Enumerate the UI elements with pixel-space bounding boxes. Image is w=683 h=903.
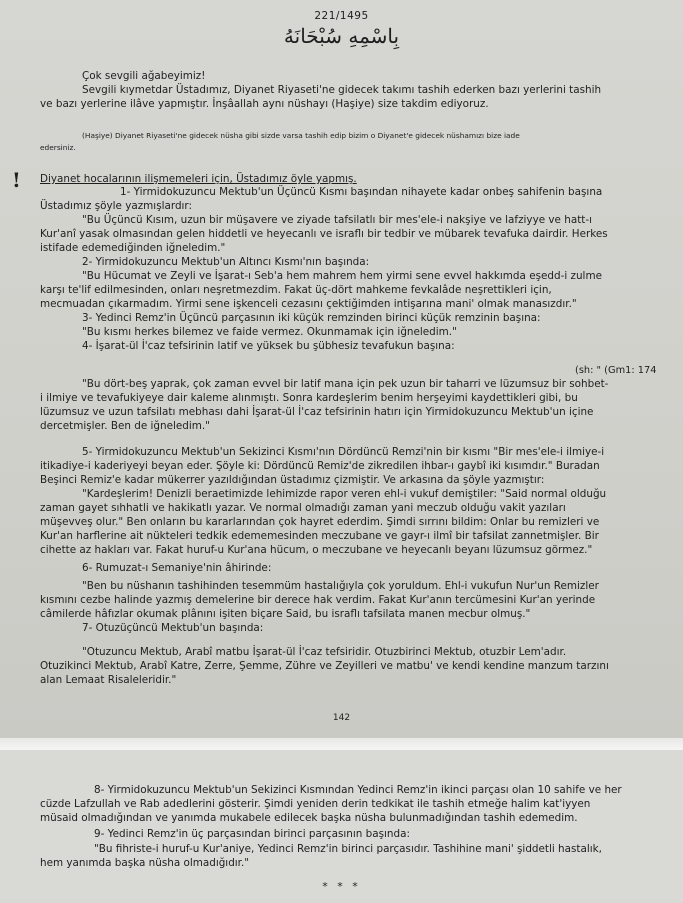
body-line: "Bu kısmı herkes bilemez ve faide vermez. Okunmamak için iğneledim." (82, 326, 457, 338)
continuation-line: 9- Yedinci Remz'in üç parçasından birinci parçasının başında: (94, 828, 410, 840)
basmala-calligraphy: بِاسْمِهِ سُبْحَانَهُ (283, 24, 400, 48)
body-line: "Kardeşlerim! Denizli beraetimizde lehimizde rapor veren ehl-i vukuf demiştiler: "Said normal olduğu (82, 488, 607, 500)
side-note-reference: (sh: " (Gm1: 174 (575, 365, 657, 376)
continuation-line: 8- Yirmidokuzuncu Mektub'un Sekizinci Kısmından Yedinci Remz'in ikinci parçası olan 10 sahife ve her (94, 784, 622, 796)
body-line: itikadiye-i kaderiyeyi beyan eder. Şöyle ki: Dördüncü Remiz'de zikredilen ihbar-ı gaybî iki kısımdır." Buradan (40, 460, 600, 472)
body-line: "Ben bu nüshanın tashihinden tesemmüm hastalığıyla çok yoruldum. Ehl-i vukufun Nur'un Remizler (82, 580, 599, 592)
body-line: lüzumsuz ve uzun tafsilatı mebhası dahi İşarat-ül İ'caz tefsirinin hatırı için Yirmidokuzuncu Mektub'un içine (40, 406, 594, 418)
intro-line-2: ve bazı yerlerine ilâve yapmıştır. İnşâallah aynı nüshayı (Haşiye) size takdim ediyoruz. (40, 98, 489, 110)
section-title: Diyanet hocalarının ilişmemeleri için, Üstadımız öyle yapmış. (40, 173, 357, 185)
body-line: Beşinci Remiz'e kadar mükerrer yazıldığından üstadımız çizmiştir. Ve arkasına da şöyle yazmıştır: (40, 474, 545, 486)
body-line: "Bu dört-beş yaprak, çok zaman evvel bir latif mana için pek uzun bir taharri ve lüzumsuz bir sohbet- (82, 378, 609, 390)
body-line: kısmını cezbe halinde yazmış demelerine bir derece hak verdim. Fakat Kur'anın tercümesini Kur'an yerinde (40, 594, 596, 606)
body-line: mecmuadan çıkarmadım. Yirmi sene işkenceli cezasını çektiğimden intişarına mani' olmak manasızdır." (40, 298, 577, 310)
body-line: dercetmişler. Ben de iğneledim." (40, 420, 210, 432)
continuation-line: cüzde Lafzullah ve Rab adedlerini gösterir. Şimdi yeniden derin tedkikat ile tashih etmeğe halim kat'iyyen (40, 798, 591, 810)
body-line: 5- Yirmidokuzuncu Mektub'un Sekizinci Kısmı'nın Dördüncü Remzi'nin bir kısmı "Bir mes'ele-i ilmiye-i (82, 446, 605, 458)
body-line: 7- Otuzüçüncü Mektub'un başında: (82, 622, 264, 634)
continuation-line: hem yanımda başka nüsha olmadığıdır." (40, 857, 250, 869)
body-line: "Bu Üçüncü Kısım, uzun bir müşavere ve ziyade tafsilatlı bir mes'ele-i nakşiye ve lafziyye ve hatt-ı (82, 214, 592, 226)
body-line: câmilerde hâfızlar okumak plânını işiten biçare Said, bu israflı tafsilata manen mecbur olmuş." (40, 608, 531, 620)
body-line: 4- İşarat-ül İ'caz tefsirinin latif ve yüksek bu şübhesiz tevafukun başına: (82, 340, 455, 352)
salutation: Çok sevgili ağabeyimiz! (82, 70, 206, 82)
body-line: müşevveş olur." Ben onların bu kararlarından çok hayret ederdim. Şimdi sırrını bildim: Onlar bu remizleri ve (40, 516, 600, 528)
body-line: Kur'an harflerine ait nükteleri tedkik edememesinden meczubane ve gayr-ı ilmî bir tafsilat zannetmişler. Bir (40, 530, 599, 542)
body-line: 2- Yirmidokuzuncu Mektub'un Altıncı Kısmı'nın başında: (82, 256, 370, 268)
body-line: 6- Rumuzat-ı Semaniye'nin âhirinde: (82, 562, 272, 574)
footnote-line-2: edersiniz. (40, 143, 76, 152)
body-line: "Otuzuncu Mektub, Arabî matbu İşarat-ül İ'caz tefsiridir. Otuzbirinci Mektub, otuzbir Lem'adır. (82, 646, 567, 658)
body-line: karşı te'lif edilmesinden, onları neşretmezdim. Fakat üç-dört mahkeme fevkalâde neşrettikleri için, (40, 284, 552, 296)
footnote-line-1: (Haşiye) Diyanet Riyaseti'ne gidecek nüsha gibi sizde varsa tashih edip bizim o Diyanet'e gidecek nüshamızı bize iade (82, 131, 520, 140)
body-line: zaman gayet sıhhatli ve hakikatlı yazar. Ve normal olmadığı zaman yani meczub olduğu vakit yazıları (40, 502, 566, 514)
page-gap (0, 738, 683, 750)
intro-line-1: Sevgili kıymetdar Üstadımız, Diyanet Riyaseti'ne gidecek takımı tashih ederken bazı yerlerini tashih (82, 84, 602, 96)
body-line: Üstadımız şöyle yazmışlardır: (40, 200, 193, 212)
body-line: cihette az hakları var. Fakat huruf-u Kur'ana hücum, o meczubane ve heyecanlı beyanı lüzumsuz görmez." (40, 544, 593, 556)
continuation-line: müsaid olmadığından ve yanımda mukabele edilecek başka nüsha bulunmadığından tashih edemedim. (40, 812, 578, 824)
body-line: Otuzikinci Mektub, Arabî Katre, Zerre, Şemme, Zühre ve Zeyilleri ve matbu' ve kendi kendine manzum tarzını (40, 660, 609, 672)
body-line: Kur'anî yasak olmasından gelen hiddetli ve heyecanlı ve israflı bir tedbir ve mübarek tevafuka dairdir. Herkes (40, 228, 608, 240)
continuation-line: "Bu fihriste-i huruf-u Kur'aniye, Yedinci Remz'in birinci parçasıdır. Tashihine mani' şiddetli hastalık, (94, 843, 602, 855)
body-line: 1- Yirmidokuzuncu Mektub'un Üçüncü Kısmı başından nihayete kadar onbeş sahifenin başına (120, 186, 603, 198)
section-separator: * * * (322, 880, 361, 893)
body-line: alan Lemaat Risaleleridir." (40, 674, 177, 686)
body-line: i ilmiye ve tevafukiyeye dair kaleme alınmıştı. Sonra kardeşlerim benim herşeyimi kaydettikleri gibi, bu (40, 392, 578, 404)
body-line: 3- Yedinci Remz'in Üçüncü parçasının iki küçük remzinden birinci küçük remzinin başına: (82, 312, 541, 324)
page-reference: 221/1495 (314, 10, 369, 22)
body-line: istifade edemediğinden iğneledim." (40, 242, 226, 254)
margin-exclamation-mark: ! (12, 168, 21, 192)
body-line: "Bu Hücumat ve Zeyli ve İşarat-ı Seb'a hem mahrem hem yirmi sene evvel hakkımda eşedd-i zulme (82, 270, 602, 282)
page-number: 142 (332, 713, 351, 723)
